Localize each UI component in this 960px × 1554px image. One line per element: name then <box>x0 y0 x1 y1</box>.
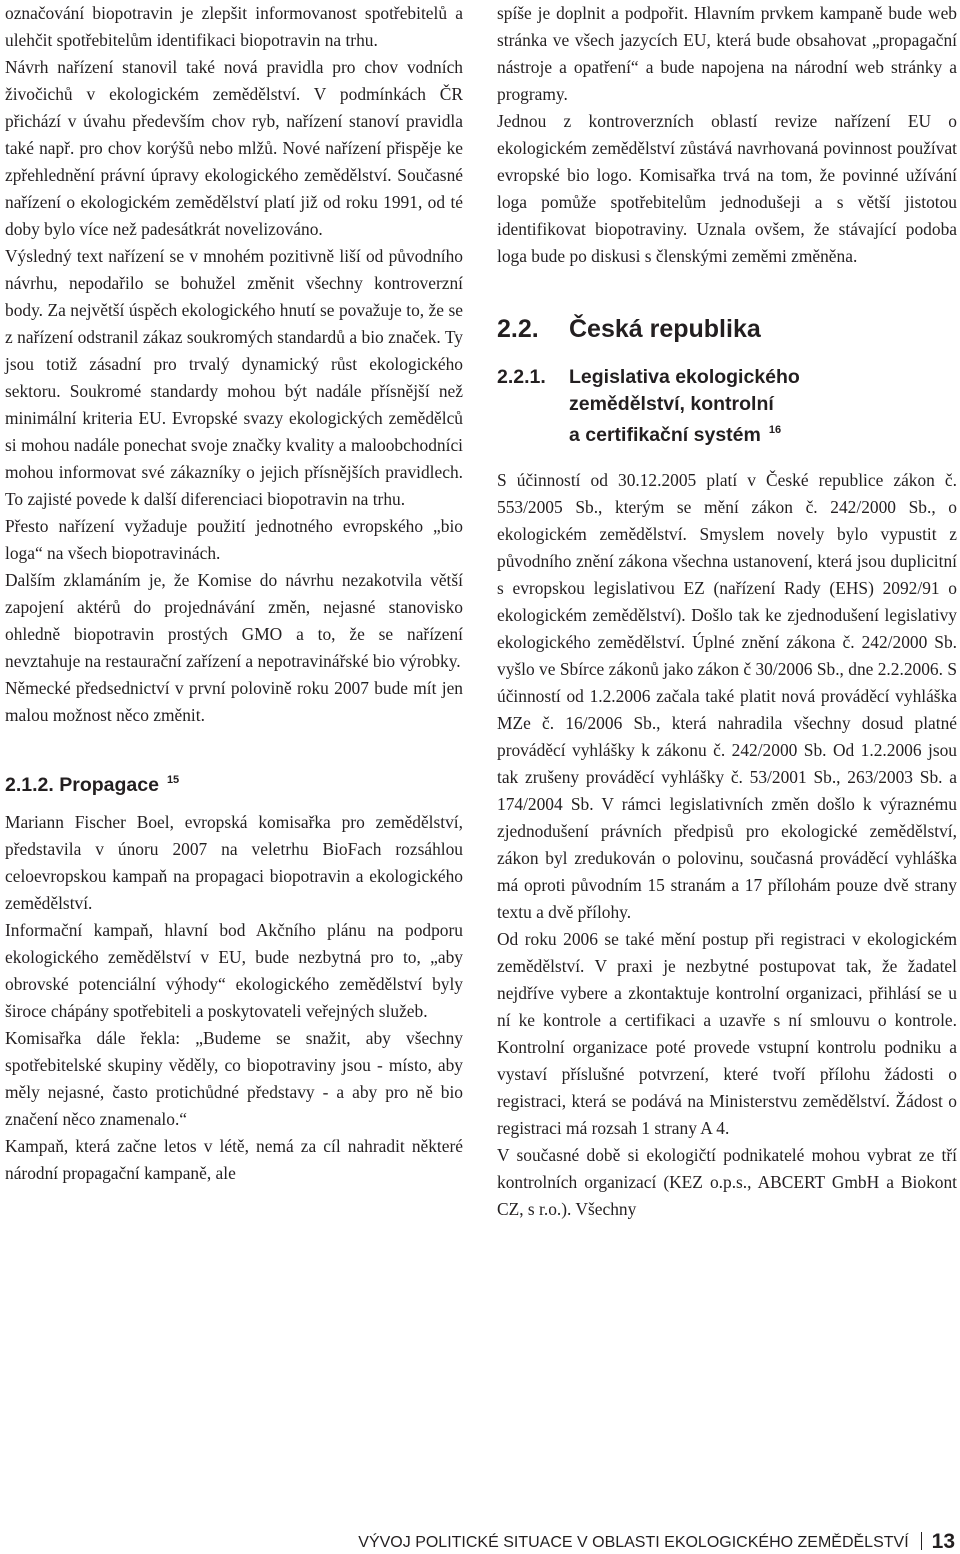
page-footer <box>358 1532 955 1553</box>
section-title: Česká republika <box>569 315 761 343</box>
section-title <box>569 364 800 449</box>
paragraph: Od roku 2006 se také mění postup při registraci v ekologickém zemědělství. V praxi je nezbytné postupovat tak, že žadatel nejdříve vybere a zkontaktuje kontrolní organizaci, přihlásí se u ní ke kontrole a certifikaci a uzavře s ní smlouvu o kontrole. Kontrolní organizace poté provede vstupní kontrolu podniku a vystaví příslušné potvrzení, které tvoří přílohu žádosti o registraci, která se podává na Ministerstvu zemědělství. Žádost o registraci má rozsah 1 strany A 4. <box>497 928 957 1138</box>
section-title: Propagace <box>59 774 159 796</box>
paragraph: Jednou z kontroverzních oblastí revize nařízení EU o ekologickém zemědělství zůstává navrhovaná povinnost používat evropské bio logo. Komisařka trvá na tom, že povinné užívání loga pomůže spotřebitelům jednodušeji a s větší jistotou identifikovat biopotraviny. Uznala ovšem, že stávající podoba loga bude po diskusi s členskými zeměmi změněna. <box>497 111 957 266</box>
paragraph: V současné době si ekologičtí podnikatelé mohou vybrat ze tří kontrolních organizací (KEZ o.p.s., ABCERT GmbH a Biokont CZ, s r.o.). Všechny <box>497 1144 957 1219</box>
section-heading-legislativa <box>497 364 957 449</box>
paragraph: označování biopotravin je zlepšit informovanost spotřebitelů a ulehčit spotřebitelům identifikaci biopotravin na trhu. <box>5 3 463 50</box>
paragraph: S účinností od 30.12.2005 platí v České republice zákon č. 553/2005 Sb., kterým se mění zákon č. 242/2000 Sb., o ekologickém zemědělství. Smyslem novely bylo vypustit z původního znění zákona všechna ustanovení, která jsou duplicitní s evropskou legislativou EZ (nařízení Rady (EHS) 2092/91 o ekologickém zemědělství). Došlo tak ke zjednodušení legislativy ekologického zemědělství. Úplné znění zákona č. 242/2000 Sb. vyšlo ve Sbírce zákonů jako zákon č 30/2006 Sb., dne 2.2.2006. S účinností od 1.2.2006 začala také platit nová prováděcí vyhláška MZe č. 16/2006 Sb., která nahradila všechny dosud platné prováděcí vyhlášky k zákonu č. 242/2000 Sb. Od 1.2.2006 jsou tak zrušeny prováděcí vyhlášky č. 53/2001 Sb., 263/2003 Sb. a 174/2004 Sb. V rámci legislativních změn došlo k výraznému zjednodušení právních předpisů pro ekologické zemědělství, zákon byl zredukován o polovinu, současná prováděcí vyhláška má oproti původním 15 stranám a 17 přílohám pouze dvě strany textu a dvě přílohy. <box>497 469 957 922</box>
paragraph: spíše je doplnit a podpořit. Hlavním prvkem kampaně bude web stránka ve všech jazycích EU, která bude obsahovat „propagační nástroje a opatření“ a bude napojena na národní web stránky a programy. <box>497 3 957 104</box>
paragraph: Výsledný text nařízení se v mnohém pozitivně liší od původního návrhu, nepodařilo se bohužel změnit všechny kontroverzní body. Za největší úspěch ekologického hnutí se považuje to, že se z nařízení odstranil zákaz soukromých standardů a bio značek. Ty jsou totiž zásadní pro trvalý dynamický růst ekologického sektoru. Soukromé standardy mohou být nadále přísnější než minimální kriteria EU. Evropské svazy ekologických zemědělců si mohou nadále ponechat svoje značky kvality a maloobchodníci mohou informovat své zákazníky o jejich přísnějších pravidlech. To zajisté povede k další diferenciaci biopotravin na trhu. <box>5 246 463 509</box>
paragraph: Informační kampaň, hlavní bod Akčního plánu na podporu ekologického zemědělství v EU, bude nezbytná pro to, „aby obrovské potenciální výhody“ ekologického zemědělství byly široce chápány spotřebiteli a poskytovateli veřejných služeb. <box>5 920 463 1021</box>
section-number: 2.2. <box>497 315 539 343</box>
paragraph: Kampaň, která začne letos v létě, nemá za cíl nahradit některé národní propagační kampaně, ale <box>5 1136 463 1183</box>
paragraph: Německé předsednictví v první polovině roku 2007 bude mít jen malou možnost něco změnit. <box>5 678 463 725</box>
footer-divider <box>921 1532 922 1550</box>
section-number: 2.2.1. <box>497 366 546 388</box>
page-number: 13 <box>931 1530 955 1553</box>
left-column <box>5 0 463 1187</box>
footnote-marker: 16 <box>768 424 782 436</box>
section-number: 2.1.2. <box>5 774 54 796</box>
section-title-line: zemědělství, kontrolní <box>569 392 774 415</box>
footnote-marker: 15 <box>166 774 180 786</box>
section-title-line-text: a certifikační systém <box>569 424 761 446</box>
paragraph: Dalším zklamáním je, že Komise do návrhu nezakotvila větší zapojení aktérů do projednávání změn, nejasné stanovisko ohledně biopotravin prostých GMO a to, že se nařízení nevztahuje na restaurační zařízení a nepotravinářské bio výrobky. <box>5 570 463 671</box>
paragraph: Přesto nařízení vyžaduje použití jednotného evropského „bio loga“ na všech biopotravinách. <box>5 516 463 563</box>
section-heading-propagace <box>5 767 463 799</box>
section-title-line: Legislativa ekologického <box>569 366 800 388</box>
paragraph: Návrh nařízení stanovil také nová pravidla pro chov vodních živočichů v ekologickém zemědělství. V podmínkách ČR přichází v úvahu především chov ryb, nařízení stanoví pravidla také např. pro chov korýšů nebo mlžů. Nové nařízení přispěje ke zpřehlednění právní úpravy ekologického zemědělství. Současné nařízení o ekologickém zemědělství platí již od roku 1991, od té doby bylo více než padesátkrát novelizováno. <box>5 57 463 239</box>
right-column <box>497 0 957 1223</box>
section-title-line <box>569 417 800 449</box>
paragraph: Komisařka dále řekla: „Budeme se snažit, aby všechny spotřebitelské skupiny věděly, co biopotraviny jsou - místo, aby měly nejasné, často protichůdné představy - a aby pro ně bio značení něco znamenalo.“ <box>5 1028 463 1129</box>
section-heading-ceska-republika <box>497 314 957 344</box>
paragraph: Mariann Fischer Boel, evropská komisařka pro zemědělství, představila v únoru 2007 na veletrhu BioFach rozsáhlou celoevropskou kampaň na propagaci biopotravin a ekologického zemědělství. <box>5 812 463 913</box>
running-title: VÝVOJ POLITICKÉ SITUACE V OBLASTI EKOLOGICKÉHO ZEMĚDĚLSTVÍ <box>358 1534 909 1551</box>
